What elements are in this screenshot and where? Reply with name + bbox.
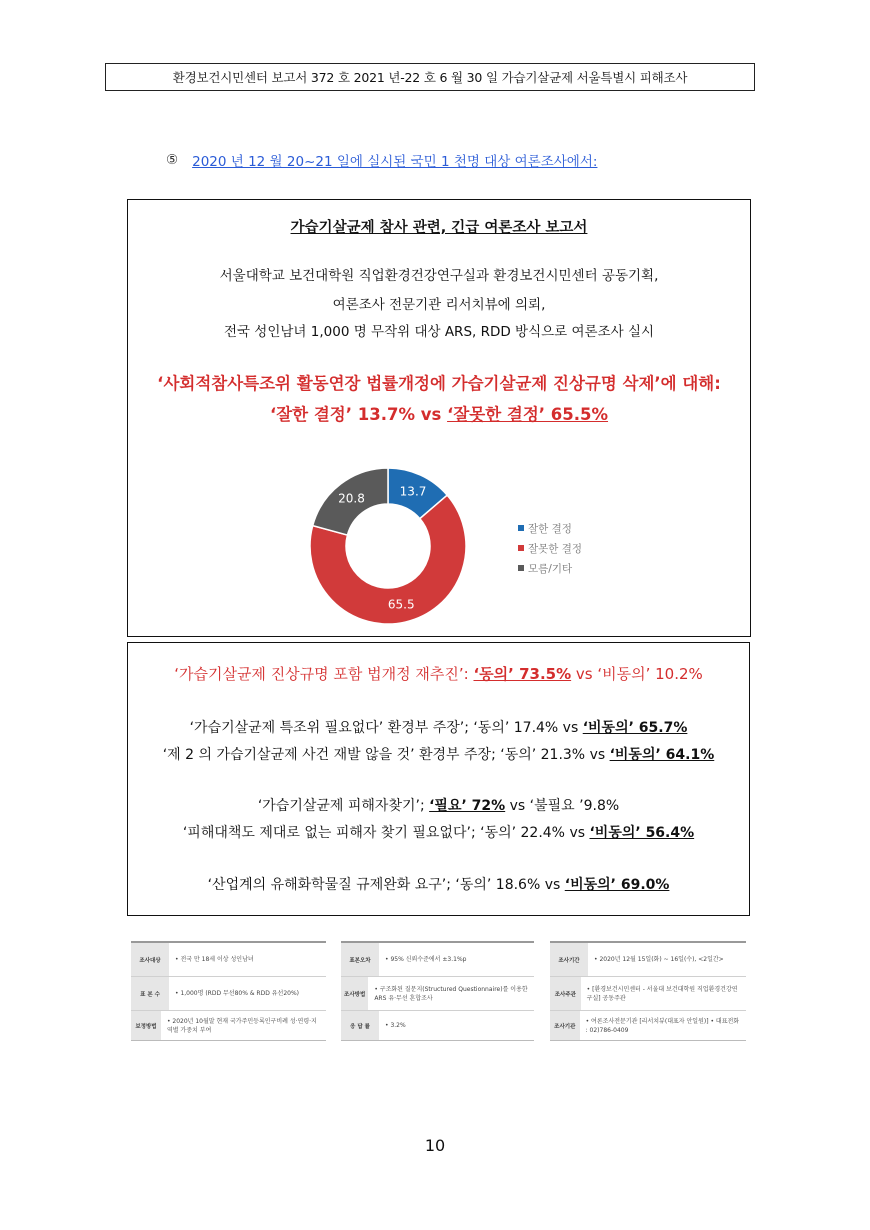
slice-good-label: 13.7 (399, 484, 427, 499)
result-line-4: ‘피해대책도 제대로 없는 피해자 찾기 필요없다’; ‘동의’ 22.4% vs ‘비동의’ 56.4% (182, 825, 695, 841)
survey-desc-line-2: 여론조사 전문기관 리서치뷰에 의뢰, (332, 297, 546, 313)
intro-text: 2020 년 12 월 20~21 일에 실시된 국민 1 천명 대상 여론조사에서: (192, 154, 598, 170)
legend-item-bad: 잘못한 결정 (518, 538, 582, 558)
info-table-2 (341, 941, 534, 1041)
survey-report-box (127, 199, 751, 637)
donut-chart (308, 466, 468, 626)
legend-swatch (518, 565, 524, 571)
chart-legend (518, 518, 582, 578)
report-header (105, 63, 755, 91)
result-line-1: ‘가습기살균제 특조위 필요없다’ 환경부 주장’; ‘동의’ 17.4% vs ‘비동의’ 65.7% (189, 720, 688, 736)
survey-results-box (127, 642, 750, 916)
result-headline: ‘가습기살균제 진상규명 포함 법개정 재추진’: ‘동의’ 73.5% vs ‘비동의’ 10.2% (174, 665, 703, 683)
result-line-5: ‘산업계의 유해화학물질 규제완화 요구’; ‘동의’ 18.6% vs ‘비동의’ 69.0% (207, 877, 670, 893)
legend-swatch (518, 525, 524, 531)
info-row: 응 답 률 • 3.2% (341, 1011, 534, 1040)
survey-report-title: 가습기살균제 참사 관련, 긴급 여론조사 보고서 (290, 220, 588, 236)
intro-line (166, 150, 597, 170)
info-table-3 (550, 941, 746, 1041)
info-row: 조사방법 • 구조화된 질문지(Structured Questionnaire)를 이용한 ARS 유·무선 혼합조사 (341, 977, 534, 1011)
info-row: 조사기관 • 여론조사전문기관 [리서치뷰(대표자 안일원)] • 대표전화 : 02)786-0409 (550, 1011, 746, 1040)
info-table-1 (131, 941, 326, 1041)
survey-desc-line-1: 서울대학교 보건대학원 직업환경건강연구실과 환경보건시민센터 공동기획, (219, 268, 659, 284)
intro-number: ⑤ (166, 152, 179, 168)
info-row: 표 본 수 • 1,000명 (RDD 무선80% & RDD 유선20%) (131, 977, 326, 1011)
info-row: 조사기간 • 2020년 12월 15일(화) ~ 16일(수), <2일간> (550, 943, 746, 977)
survey-desc-line-3: 전국 성인남녀 1,000 명 무작위 대상 ARS, RDD 방식으로 여론조사 실시 (223, 324, 655, 340)
info-row: 표본오차 • 95% 신뢰수준에서 ±3.1%p (341, 943, 534, 977)
result-line-3: ‘가습기살균제 피해자찾기’; ‘필요’ 72% vs ‘불필요 ’9.8% (257, 798, 620, 814)
legend-item-unknown: 모름/기타 (518, 558, 582, 578)
report-header-text: 환경보건시민센터 보고서 372 호 2021 년-22 호 6 월 30 일 가습기살균제 서울특별시 피해조사 (172, 70, 688, 85)
slice-unknown-label: 20.8 (338, 491, 365, 506)
info-row: 보정방법 • 2020년 10월말 현재 국가주민등록인구비례 성·연령·지역별 가중치 부여 (131, 1011, 326, 1040)
page-number: 10 (424, 1136, 446, 1155)
survey-highlight-line-2: ‘잘한 결정’ 13.7% vs ‘잘못한 결정’ 65.5% (269, 405, 609, 424)
info-row: 조사주관 • [환경보건시민센터 - 서울대 보건대학원 직업환경건강연구실] 공동주관 (550, 977, 746, 1011)
survey-highlight-line-1: ‘사회적참사특조위 활동연장 법률개정에 가습기살균제 진상규명 삭제’에 대해: (157, 374, 721, 393)
info-row: 조사대상 • 전국 만 18세 이상 성인남녀 (131, 943, 326, 977)
slice-bad-label: 65.5 (387, 597, 415, 612)
result-line-2: ‘제 2 의 가습기살균제 사건 재발 않을 것’ 환경부 주장; ‘동의’ 21.3% vs ‘비동의’ 64.1% (162, 747, 715, 763)
legend-item-good: 잘한 결정 (518, 518, 582, 538)
legend-swatch (518, 545, 524, 551)
